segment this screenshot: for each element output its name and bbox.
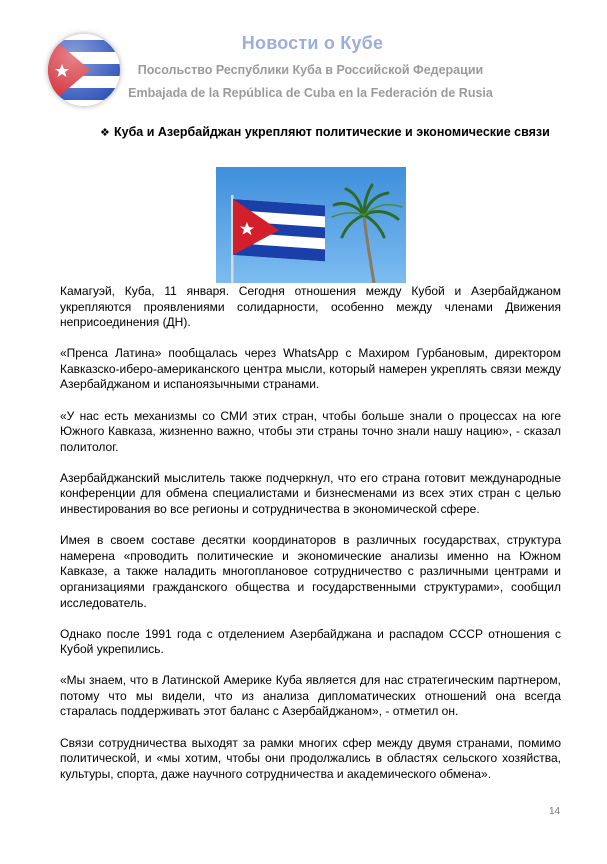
page-number: 14 (549, 806, 561, 817)
article-paragraph: «Пренса Латина» пообщалась через WhatsApp с Махиром Гурбановым, директором Кавказско-иберо-американского центра мысли, который намерен укреплять связи между Азербайджаном и испаноязычными странами. (60, 346, 561, 392)
article-paragraph: Камагуэй, Куба, 11 января. Сегодня отношения между Кубой и Азербайджаном укрепляются проявлениями солидарности, особенно между членами Движения неприсоединения (ДН). (60, 284, 561, 330)
cuban-flag-and-palm-photo (216, 167, 406, 283)
article-paragraph: Однако после 1991 года с отделением Азербайджана и распадом СССР отношения с Кубой укрепились. (60, 626, 561, 657)
article-paragraph: Связи сотрудничества выходят за рамки многих сфер между двумя странами, помимо политической, и «мы хотим, чтобы они продолжались в областях сельского хозяйства, культуры, спорта, даже научного сотрудничества и академического обмена». (60, 735, 561, 781)
article-paragraph: «У нас есть механизмы со СМИ этих стран, чтобы больше знали о процессах на юге Южного Кавказа, жизненно важно, чтобы эти страны точно знали нашу нацию», - сказал политолог. (60, 408, 561, 454)
headline-text: Куба и Азербайджан укрепляют политические и экономические связи (114, 125, 550, 139)
article-body (60, 284, 561, 798)
site-title: Новости о Кубе (241, 33, 384, 53)
diamond-bullet-icon: ❖ (100, 127, 110, 139)
embassy-name-russian: Посольство Республики Куба в Российской Федерации (137, 63, 484, 77)
embassy-name-spanish: Embajada de la República de Cuba en la Federación de Rusia (128, 86, 493, 100)
article-paragraph: Имея в своем составе десятки координаторов в различных государствах, структура намерена «проводить политические и экономические анализы именно на Южном Кавказе, а также наладить многоплановое сотрудничество с различными центрами и организациями гражданского общества и государственными структурами», сообщил исследователь. (60, 533, 561, 610)
article-paragraph: Азербайджанский мыслитель также подчеркнул, что его страна готовит международные конференции для обмена специалистами и бизнесменами из всех этих стран с целью инвестирования во все регионы и сотрудничества в экономической сфере. (60, 470, 561, 517)
article-headline (100, 125, 550, 139)
article-paragraph: «Мы знаем, что в Латинской Америке Куба является для нас стратегическим партнером, потому что мы видели, что из анализа дипломатических отношений она всегда старалась поддерживать этот баланс с Азербайджаном», - отметил он. (60, 673, 561, 719)
